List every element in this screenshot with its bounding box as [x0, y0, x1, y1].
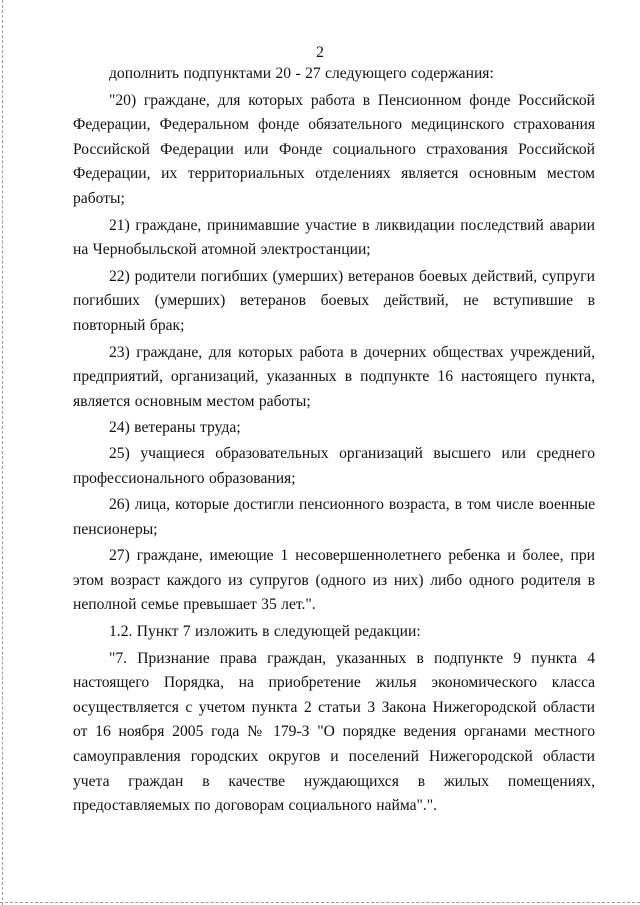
scan-bottom-edge: [0, 901, 640, 903]
paragraph-item-22: 22) родители погибших (умерших) ветеранов боевых действий, супруги погибших (умерших) ветеранов боевых действий, не вступившие в повторный брак;: [73, 267, 595, 334]
paragraph-intro: дополнить подпунктами 20 - 27 следующего содержания:: [109, 65, 494, 82]
paragraph-item-21: 21) граждане, принимавшие участие в ликвидации последствий аварии на Чернобыльской атомной электростанции;: [73, 216, 595, 259]
page-number: 2: [316, 44, 324, 61]
paragraph-item-27: 27) граждане, имеющие 1 несовершеннолетнего ребенка и более, при этом возраст каждого из супругов (одного из них) либо одного родителя в неполной семье превышает 35 лет.".: [73, 547, 595, 614]
paragraph-item-7: "7. Признание права граждан, указанных в подпункте 9 пункта 4 настоящего Порядка, на приобретение жилья экономического класса осуществляется с учетом пункта 2 статьи 3 Закона Нижегородской области от 16 ноября 2005 года № 179-З "О порядке ведения органами местного самоуправления городских округов и поселений Нижегородской области учета граждан в качестве нуждающихся в жилых помещениях, предоставляемых по договорам социального найма".".: [73, 649, 595, 815]
paragraph-item-24: 24) ветераны труда;: [109, 419, 241, 437]
document-body: [73, 62, 595, 821]
paragraph-item-26: 26) лица, которые достигли пенсионного возраста, в том числе военные пенсионеры;: [73, 496, 595, 538]
paragraph-item-20: "20) граждане, для которых работа в Пенсионном фонде Российской Федерации, Федеральном фонде обязательного медицинского страхования Российской Федерации или Фонде социального страхования Российской Федерации, их территориальных отделениях является основным местом работы;: [73, 91, 595, 207]
scan-left-edge: [2, 0, 4, 905]
paragraph-item-25: 25) учащиеся образовательных организаций высшего или среднего профессионального образования;: [73, 444, 595, 487]
paragraph-item-23: 23) граждане, для которых работа в дочерних обществах учреждений, предприятий, организаций, указанных в подпункте 16 настоящего пункта, является основным местом работы;: [73, 343, 595, 410]
paragraph-section-1-2: 1.2. Пункт 7 изложить в следующей редакции:: [109, 623, 421, 641]
